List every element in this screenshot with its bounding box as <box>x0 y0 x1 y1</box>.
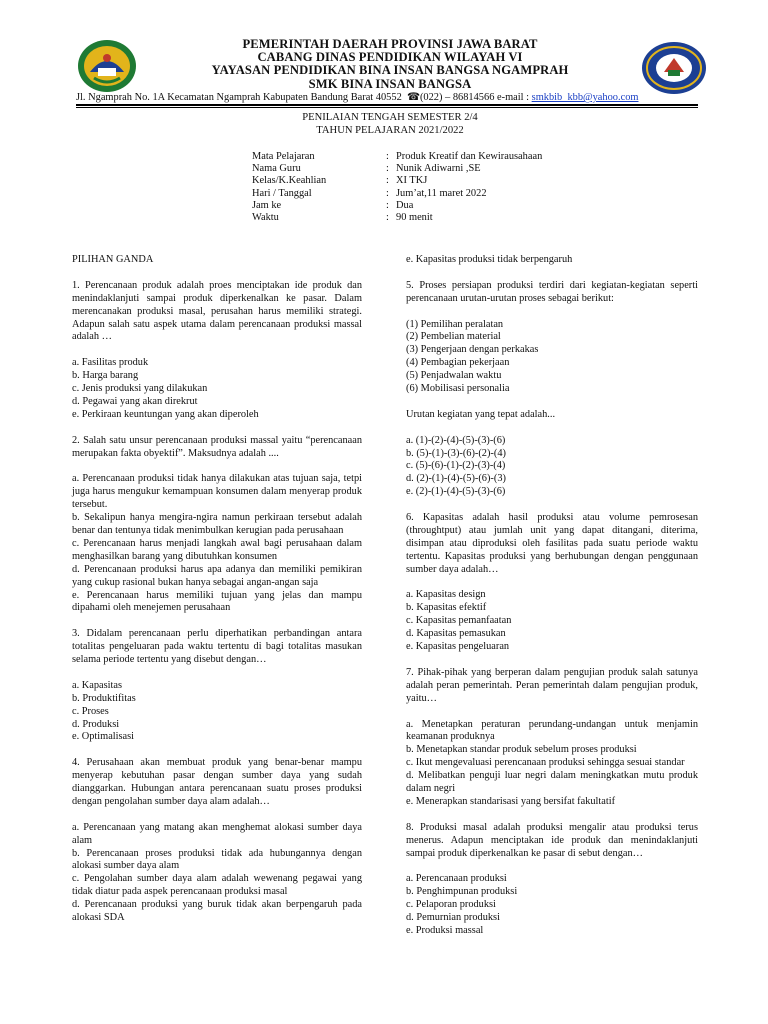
question-2-option-c[interactable]: c. Perencanaan harus menjadi langkah awal bagi perusahaan dalam menghasilkan barang yang dibutuhkan konsumen <box>72 537 362 562</box>
info-label: Mata Pelajaran <box>252 151 315 162</box>
question-5-option-c[interactable]: c. (5)-(6)-(1)-(2)-(3)-(4) <box>406 460 506 472</box>
letterhead-title <box>140 38 640 91</box>
question-8: 8. Produksi masal adalah produksi mengalir atau produksi terus menerus. Adapun menciptakan ide produk dan menindaklanjuti sampai produk diperkenalkan ke pasar di sebut dengan… <box>406 821 698 859</box>
question-2-option-b[interactable]: b. Sekalipun hanya mengira-ngira namun perkiraan tersebut adalah benar dan tentunya tidak menimbulkan kerugian pada perusahaan <box>72 512 362 536</box>
info-colon: : <box>386 199 389 211</box>
question-7: 7. Pihak-pihak yang berperan dalam pengujian produk salah satunya adalah peran pemerintah. Peran pemerintah dalam pengujian produk, yaitu… <box>406 666 698 704</box>
info-row <box>252 200 542 212</box>
section-title: PILIHAN GANDA <box>72 254 154 265</box>
question-6-option-c[interactable]: c. Kapasitas pemanfaatan <box>406 615 512 627</box>
question-3-option-c[interactable]: c. Proses <box>72 705 109 717</box>
question-5-step: (3) Pengerjaan dengan perkakas <box>406 344 539 356</box>
question-6-option-a[interactable]: a. Kapasitas design <box>406 589 486 601</box>
left-column <box>72 254 362 925</box>
question-6-option-e[interactable]: e. Kapasitas pengeluaran <box>406 641 510 653</box>
question-4-option-e[interactable]: e. Kapasitas produksi tidak berpengaruh <box>406 254 573 265</box>
question-1: 1. Perencanaan produk adalah proes menciptakan ide produk dan menindaklanjuti sampai produk diperkenalkan ke pasar. Dalam merencanakan produksi masal, perusahan harus memiliki strategi. Adapun salah satu aspek utama dalam perencanaan produksi massal adalah … <box>72 279 362 343</box>
info-row <box>252 151 542 163</box>
exam-title: PENILAIAN TENGAH SEMESTER 2/4 <box>302 112 478 123</box>
question-4: 4. Perusahaan akan membuat produk yang benar-benar mampu menyerap kebutuhan pasar dengan sumber daya yang sudah dianggarkan. Hubungan antara perencanaan suatu proses produksi dengan pengolahan sumber daya alam adalah… <box>72 757 362 807</box>
question-4-option-b[interactable]: b. Perencanaan proses produksi tidak ada hubungannya dengan alokasi sumber daya alam <box>72 847 362 872</box>
question-5-option-a[interactable]: a. (1)-(2)-(4)-(5)-(3)-(6) <box>406 434 506 446</box>
question-5-step: (4) Pembagian pekerjaan <box>406 357 510 369</box>
question-5-step: (5) Penjadwalan waktu <box>406 370 502 382</box>
question-2-option-d[interactable]: d. Perencanaan produksi harus apa adanya dan memiliki pemikiran yang cukup rasional bukan hanya sebagai angan-angan saja <box>72 563 362 588</box>
question-1-option-d[interactable]: d. Pegawai yang akan direkrut <box>72 395 198 407</box>
info-value: XI TKJ <box>396 175 428 187</box>
question-4-option-c[interactable]: c. Pengolahan sumber daya alam adalah wewenang pegawai yang tidak diatur pada aspek perencanaan produksi masal <box>72 873 362 898</box>
info-value: Nunik Adiwarni ,SE <box>396 163 481 175</box>
question-6: 6. Kapasitas adalah hasil produksi atau volume pemrosesan (throughtput) atau jumlah unit yang dapat ditangani, diterima, disimpan atau diproduksi oleh fasilitas pada suatu periode waktu tertentu. Kapasitas produksi yang berhubungan dengan penggunaan sumber daya adalah… <box>406 512 698 575</box>
info-value: Jum’at,11 maret 2022 <box>396 187 487 199</box>
phone-number: (022) – 86814566 <box>419 92 495 103</box>
right-column <box>406 254 698 938</box>
question-2: 2. Salah satu unsur perencanaan produksi massal yaitu “perencanaan merupakan fakta obyektif”. Maksudnya adalah .... <box>72 434 362 459</box>
exam-info-table <box>252 151 542 224</box>
question-3-option-d[interactable]: d. Produksi <box>72 718 120 730</box>
email-link[interactable]: smkbib_kbb@yahoo.com <box>531 92 639 103</box>
question-7-option-d[interactable]: d. Melibatkan penguji luar negri dalam meningkatkan mutu produk dalam negri <box>406 770 698 795</box>
info-row <box>252 175 542 187</box>
question-8-option-e[interactable]: e. Produksi massal <box>406 924 484 936</box>
question-8-option-a[interactable]: a. Perencanaan produksi <box>406 873 507 885</box>
info-colon: : <box>386 175 389 187</box>
school-logo <box>640 40 708 96</box>
school-address <box>76 91 716 103</box>
question-4-option-a[interactable]: a. Perencanaan yang matang akan menghemat alokasi sumber daya alam <box>72 821 362 846</box>
question-3: 3. Didalam perencanaan perlu diperhatikan perbandingan antara totalitas pengeluaran pada waktu tertentu di bagi totalitas masukan selama periode tertentu yang disebut dengan… <box>72 628 362 666</box>
question-8-option-b[interactable]: b. Penghimpunan produksi <box>406 886 518 898</box>
question-1-option-c[interactable]: c. Jenis produksi yang dilakukan <box>72 383 208 395</box>
letterhead-line-4: SMK BINA INSAN BANGSA <box>308 76 472 91</box>
info-label: Jam ke <box>252 199 282 211</box>
info-value: Produk Kreatif dan Kewirausahaan <box>396 151 543 162</box>
question-5: 5. Proses persiapan produksi terdiri dari kegiatan-kegiatan seperti perencanaan urutan-urutan proses sebagai berikut: <box>406 279 698 304</box>
letterhead-divider-thin <box>76 107 698 108</box>
letterhead-divider <box>76 104 698 106</box>
question-4-option-d[interactable]: d. Perencanaan produksi yang buruk tidak akan berpengaruh pada alokasi SDA <box>72 899 362 924</box>
question-7-option-e[interactable]: e. Menerapkan standarisasi yang bersifat fakultatif <box>406 795 616 807</box>
info-label: Nama Guru <box>252 163 301 175</box>
info-colon: : <box>386 151 389 162</box>
info-label: Waktu <box>252 211 279 223</box>
question-1-option-e[interactable]: e. Perkiraan keuntungan yang akan diperoleh <box>72 408 259 420</box>
question-1-option-b[interactable]: b. Harga barang <box>72 370 139 382</box>
address-text: Jl. Ngamprah No. 1A Kecamatan Ngamprah Kabupaten Bandung Barat 40552 <box>76 92 402 103</box>
question-5-option-b[interactable]: b. (5)-(1)-(3)-(6)-(2)-(4) <box>406 447 506 459</box>
email-label: e-mail : <box>497 92 530 103</box>
question-5-step: (1) Pemilihan peralatan <box>406 318 504 330</box>
question-8-option-d[interactable]: d. Pemurnian produksi <box>406 912 500 924</box>
question-2-option-e[interactable]: e. Perencanaan harus memiliki tujuan yang jelas dan mampu dipahami oleh menejemen perusahaan <box>72 589 362 614</box>
exam-title-block <box>140 111 640 137</box>
question-2-option-a[interactable]: a. Perencanaan produksi tidak hanya dilakukan atas tujuan saja, tetpi juga harus mengukur kemampuan konsumen dalam menyerap produk tersebut. <box>72 473 362 511</box>
info-colon: : <box>386 163 389 175</box>
info-label: Hari / Tanggal <box>252 187 312 199</box>
question-7-option-c[interactable]: c. Ikut mengevaluasi perencanaan produksi sehingga sesuai standar <box>406 757 685 769</box>
question-5-step: (6) Mobilisasi personalia <box>406 383 510 395</box>
exam-year: TAHUN PELAJARAN 2021/2022 <box>316 125 464 136</box>
question-3-option-e[interactable]: e. Optimalisasi <box>72 731 135 743</box>
info-row <box>252 188 542 200</box>
question-8-option-c[interactable]: c. Pelaporan produksi <box>406 899 496 911</box>
question-1-option-a[interactable]: a. Fasilitas produk <box>72 357 149 369</box>
info-row <box>252 212 542 224</box>
question-5-option-d[interactable]: d. (2)-(1)-(4)-(5)-(6)-(3) <box>406 473 506 485</box>
info-value: Dua <box>396 199 414 211</box>
question-7-option-a[interactable]: a. Menetapkan peraturan perundang-undangan untuk menjamin keamanan produknya <box>406 718 698 743</box>
info-value: 90 menit <box>396 211 433 223</box>
letterhead-line-1: PEMERINTAH DAERAH PROVINSI JAWA BARAT <box>242 37 538 51</box>
question-5-prompt: Urutan kegiatan yang tepat adalah... <box>406 408 556 420</box>
letterhead-line-3: YAYASAN PENDIDIKAN BINA INSAN BANGSA NGAMPRAH <box>211 63 569 78</box>
west-java-province-logo <box>76 38 138 94</box>
question-6-option-b[interactable]: b. Kapasitas efektif <box>406 602 487 614</box>
question-5-step: (2) Pembelian material <box>406 331 501 343</box>
phone-icon: ☎ <box>404 92 420 103</box>
info-colon: : <box>386 211 389 223</box>
letterhead-line-2: CABANG DINAS PENDIDIKAN WILAYAH VI <box>257 50 523 65</box>
info-label: Kelas/K.Keahlian <box>252 175 327 187</box>
question-3-option-b[interactable]: b. Produktifitas <box>72 692 136 704</box>
info-colon: : <box>386 187 389 199</box>
info-row <box>252 163 542 175</box>
question-5-option-e[interactable]: e. (2)-(1)-(4)-(5)-(3)-(6) <box>406 486 506 498</box>
question-6-option-d[interactable]: d. Kapasitas pemasukan <box>406 628 506 640</box>
question-7-option-b[interactable]: b. Menetapkan standar produk sebelum proses produksi <box>406 744 637 756</box>
question-3-option-a[interactable]: a. Kapasitas <box>72 679 122 691</box>
